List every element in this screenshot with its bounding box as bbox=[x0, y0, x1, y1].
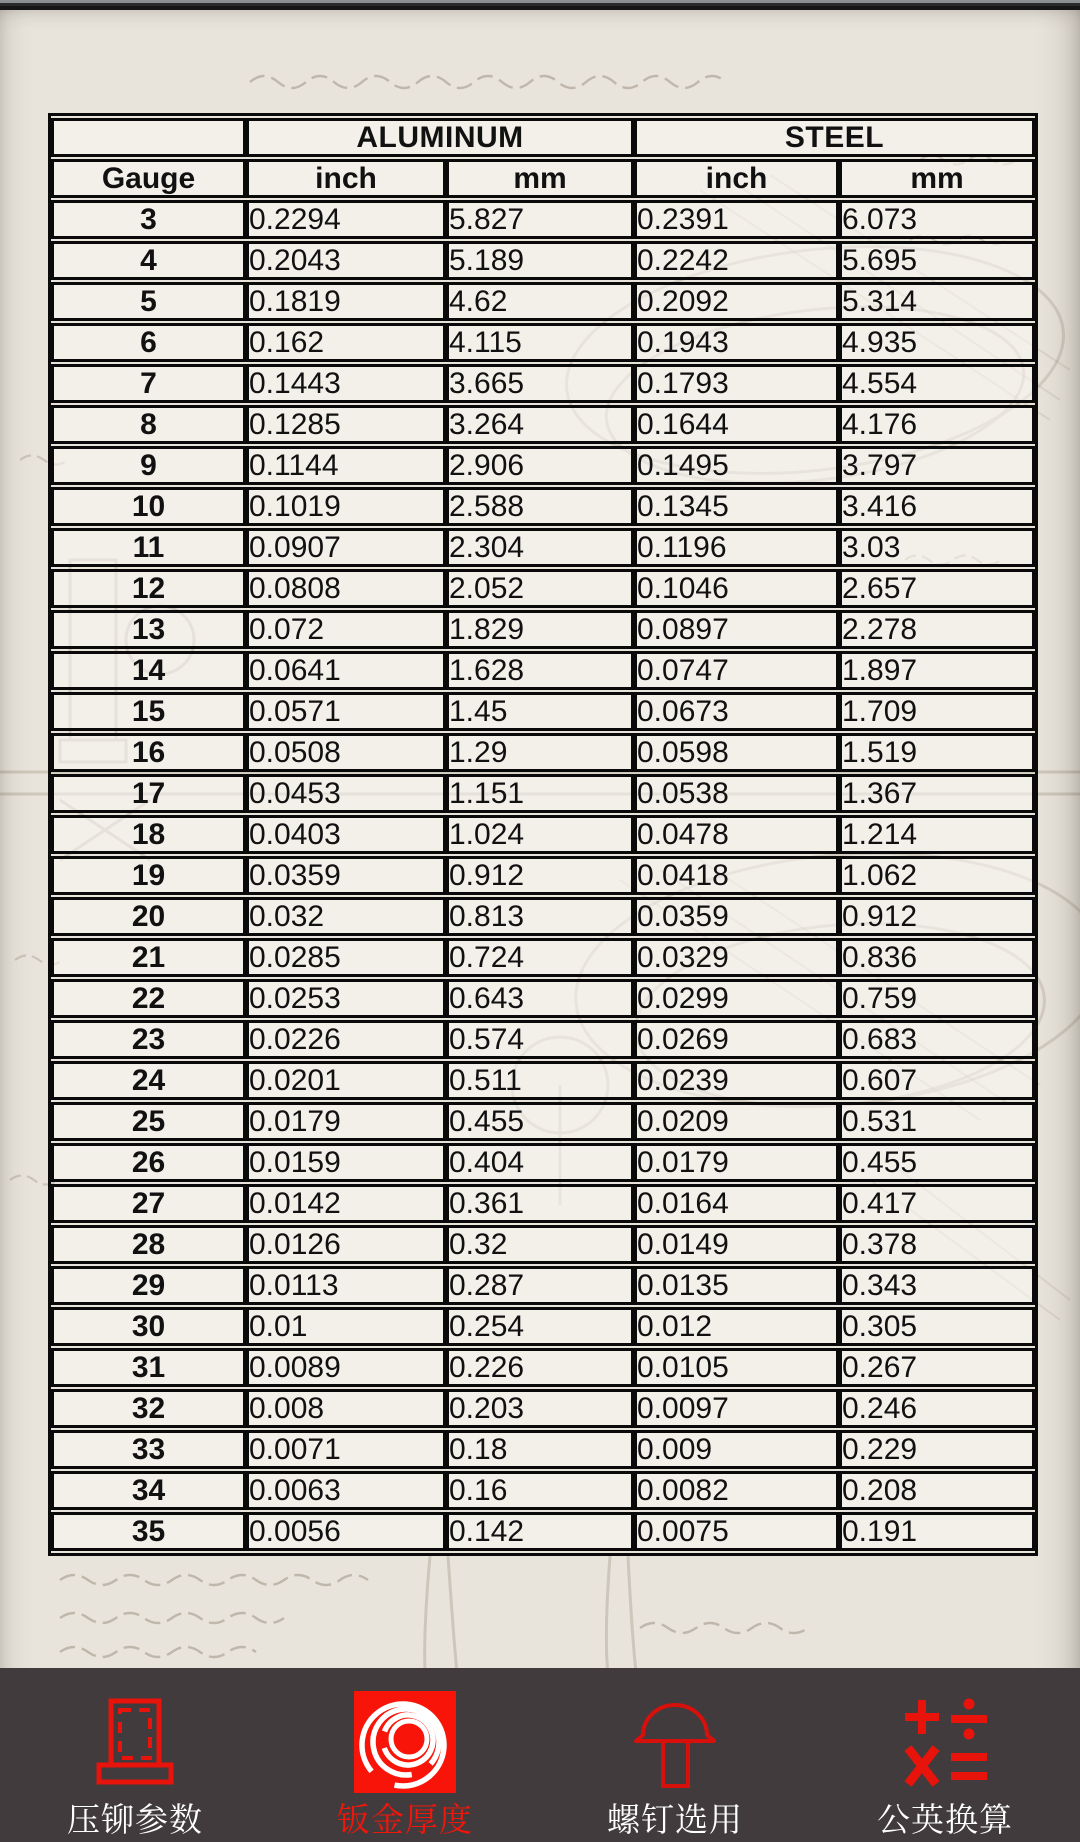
aluminum-inch-cell: 0.072 bbox=[246, 610, 446, 649]
aluminum-mm-cell: 0.18 bbox=[446, 1430, 634, 1469]
table-row bbox=[51, 405, 1035, 444]
aluminum-inch-cell: 0.0253 bbox=[246, 979, 446, 1018]
steel-mm-cell: 1.214 bbox=[839, 815, 1035, 854]
gauge-cell: 27 bbox=[51, 1184, 246, 1223]
steel-mm-cell: 1.709 bbox=[839, 692, 1035, 731]
table-row bbox=[51, 1184, 1035, 1223]
table-row bbox=[51, 610, 1035, 649]
table-row bbox=[51, 364, 1035, 403]
table-row bbox=[51, 569, 1035, 608]
aluminum-mm-cell: 0.912 bbox=[446, 856, 634, 895]
steel-mm-cell: 5.695 bbox=[839, 241, 1035, 280]
aluminum-inch-cell: 0.0159 bbox=[246, 1143, 446, 1182]
aluminum-inch-cell: 0.0226 bbox=[246, 1020, 446, 1059]
gauge-cell: 13 bbox=[51, 610, 246, 649]
steel-mm-cell: 0.208 bbox=[839, 1471, 1035, 1510]
gauge-cell: 19 bbox=[51, 856, 246, 895]
nav-item-screw-selection[interactable] bbox=[540, 1668, 810, 1842]
table-row bbox=[51, 979, 1035, 1018]
gauge-cell: 14 bbox=[51, 651, 246, 690]
steel-mm-cell: 6.073 bbox=[839, 200, 1035, 239]
steel-mm-cell: 0.267 bbox=[839, 1348, 1035, 1387]
steel-inch-cell: 0.0164 bbox=[634, 1184, 839, 1223]
aluminum-inch-cell: 0.0201 bbox=[246, 1061, 446, 1100]
steel-inch-cell: 0.0299 bbox=[634, 979, 839, 1018]
steel-inch-cell: 0.0598 bbox=[634, 733, 839, 772]
steel-mm-cell: 0.191 bbox=[839, 1512, 1035, 1551]
steel-inch-cell: 0.012 bbox=[634, 1307, 839, 1346]
steel-mm-cell: 0.912 bbox=[839, 897, 1035, 936]
gauge-cell: 24 bbox=[51, 1061, 246, 1100]
aluminum-mm-cell: 0.142 bbox=[446, 1512, 634, 1551]
aluminum-inch-cell: 0.0508 bbox=[246, 733, 446, 772]
steel-inch-cell: 0.0075 bbox=[634, 1512, 839, 1551]
gauge-table bbox=[48, 113, 1038, 1556]
table-row bbox=[51, 282, 1035, 321]
steel-inch-cell: 0.2092 bbox=[634, 282, 839, 321]
aluminum-inch-cell: 0.0179 bbox=[246, 1102, 446, 1141]
gauge-cell: 34 bbox=[51, 1471, 246, 1510]
aluminum-inch-cell: 0.0142 bbox=[246, 1184, 446, 1223]
steel-inch-cell: 0.0105 bbox=[634, 1348, 839, 1387]
steel-mm-cell: 1.367 bbox=[839, 774, 1035, 813]
status-bar bbox=[0, 0, 1080, 10]
aluminum-mm-cell: 0.724 bbox=[446, 938, 634, 977]
corner-cell bbox=[51, 118, 246, 157]
steel-mm-cell: 0.246 bbox=[839, 1389, 1035, 1428]
aluminum-inch-cell: 0.1819 bbox=[246, 282, 446, 321]
steel-inch-cell: 0.1046 bbox=[634, 569, 839, 608]
gauge-cell: 10 bbox=[51, 487, 246, 526]
gauge-cell: 29 bbox=[51, 1266, 246, 1305]
aluminum-inch-cell: 0.1019 bbox=[246, 487, 446, 526]
steel-mm-cell: 1.062 bbox=[839, 856, 1035, 895]
group-header-row bbox=[51, 118, 1035, 157]
table-row bbox=[51, 1143, 1035, 1182]
steel-inch-cell: 0.0747 bbox=[634, 651, 839, 690]
gauge-table-body bbox=[51, 200, 1035, 1551]
nav-item-rivet-parameters[interactable] bbox=[0, 1668, 270, 1842]
steel-mm-cell: 1.897 bbox=[839, 651, 1035, 690]
aluminum-mm-cell: 0.361 bbox=[446, 1184, 634, 1223]
table-row bbox=[51, 1225, 1035, 1264]
steel-mm-cell: 2.657 bbox=[839, 569, 1035, 608]
steel-inch-cell: 0.0135 bbox=[634, 1266, 839, 1305]
aluminum-inch-cell: 0.0126 bbox=[246, 1225, 446, 1264]
screw-icon bbox=[633, 1690, 717, 1794]
aluminum-inch-cell: 0.0641 bbox=[246, 651, 446, 690]
table-row bbox=[51, 1512, 1035, 1551]
gauge-cell: 35 bbox=[51, 1512, 246, 1551]
gauge-cell: 16 bbox=[51, 733, 246, 772]
steel-mm-cell: 0.305 bbox=[839, 1307, 1035, 1346]
aluminum-inch-cell: 0.0808 bbox=[246, 569, 446, 608]
table-row bbox=[51, 815, 1035, 854]
nav-item-label: 压铆参数 bbox=[67, 1801, 203, 1838]
bottom-nav bbox=[0, 1668, 1080, 1842]
aluminum-mm-cell: 1.024 bbox=[446, 815, 634, 854]
table-row bbox=[51, 200, 1035, 239]
steel-inch-cell: 0.0269 bbox=[634, 1020, 839, 1059]
steel-mm-cell: 5.314 bbox=[839, 282, 1035, 321]
aluminum-inch-cell: 0.0285 bbox=[246, 938, 446, 977]
aluminum-inch-cell: 0.032 bbox=[246, 897, 446, 936]
aluminum-inch-cell: 0.01 bbox=[246, 1307, 446, 1346]
table-row bbox=[51, 733, 1035, 772]
steel-inch-cell: 0.2242 bbox=[634, 241, 839, 280]
steel-inch-cell: 0.009 bbox=[634, 1430, 839, 1469]
aluminum-inch-column-header: inch bbox=[246, 159, 446, 198]
gauge-cell: 32 bbox=[51, 1389, 246, 1428]
steel-mm-cell: 0.683 bbox=[839, 1020, 1035, 1059]
aluminum-mm-cell: 2.906 bbox=[446, 446, 634, 485]
steel-inch-cell: 0.1345 bbox=[634, 487, 839, 526]
table-row bbox=[51, 323, 1035, 362]
aluminum-mm-cell: 5.189 bbox=[446, 241, 634, 280]
column-header-row bbox=[51, 159, 1035, 198]
aluminum-mm-cell: 4.62 bbox=[446, 282, 634, 321]
gauge-cell: 7 bbox=[51, 364, 246, 403]
steel-mm-cell: 0.759 bbox=[839, 979, 1035, 1018]
aluminum-inch-cell: 0.0359 bbox=[246, 856, 446, 895]
aluminum-mm-cell: 5.827 bbox=[446, 200, 634, 239]
aluminum-inch-cell: 0.0071 bbox=[246, 1430, 446, 1469]
table-row bbox=[51, 938, 1035, 977]
steel-mm-cell: 0.836 bbox=[839, 938, 1035, 977]
steel-inch-cell: 0.1943 bbox=[634, 323, 839, 362]
aluminum-mm-cell: 0.32 bbox=[446, 1225, 634, 1264]
table-row bbox=[51, 1471, 1035, 1510]
table-row bbox=[51, 1307, 1035, 1346]
table-row bbox=[51, 1348, 1035, 1387]
steel-inch-cell: 0.0082 bbox=[634, 1471, 839, 1510]
steel-mm-cell: 4.935 bbox=[839, 323, 1035, 362]
nav-item-unit-conversion[interactable] bbox=[810, 1668, 1080, 1842]
steel-mm-cell: 4.176 bbox=[839, 405, 1035, 444]
aluminum-mm-cell: 0.574 bbox=[446, 1020, 634, 1059]
steel-mm-cell: 0.531 bbox=[839, 1102, 1035, 1141]
steel-inch-column-header: inch bbox=[634, 159, 839, 198]
steel-mm-cell: 4.554 bbox=[839, 364, 1035, 403]
gauge-cell: 11 bbox=[51, 528, 246, 567]
table-row bbox=[51, 487, 1035, 526]
table-row bbox=[51, 1389, 1035, 1428]
aluminum-mm-cell: 0.254 bbox=[446, 1307, 634, 1346]
gauge-cell: 23 bbox=[51, 1020, 246, 1059]
table-row bbox=[51, 446, 1035, 485]
table-row bbox=[51, 774, 1035, 813]
gauge-cell: 5 bbox=[51, 282, 246, 321]
steel-inch-cell: 0.2391 bbox=[634, 200, 839, 239]
table-row bbox=[51, 241, 1035, 280]
aluminum-inch-cell: 0.1144 bbox=[246, 446, 446, 485]
aluminum-inch-cell: 0.0403 bbox=[246, 815, 446, 854]
steel-mm-cell: 0.455 bbox=[839, 1143, 1035, 1182]
table-row bbox=[51, 1266, 1035, 1305]
gauge-cell: 30 bbox=[51, 1307, 246, 1346]
gauge-column-header: Gauge bbox=[51, 159, 246, 198]
aluminum-mm-cell: 0.511 bbox=[446, 1061, 634, 1100]
gauge-cell: 6 bbox=[51, 323, 246, 362]
gauge-cell: 20 bbox=[51, 897, 246, 936]
aluminum-inch-cell: 0.2043 bbox=[246, 241, 446, 280]
steel-mm-cell: 0.417 bbox=[839, 1184, 1035, 1223]
aluminum-mm-cell: 3.665 bbox=[446, 364, 634, 403]
aluminum-inch-cell: 0.0056 bbox=[246, 1512, 446, 1551]
steel-inch-cell: 0.0478 bbox=[634, 815, 839, 854]
aluminum-mm-cell: 0.643 bbox=[446, 979, 634, 1018]
aluminum-mm-cell: 0.813 bbox=[446, 897, 634, 936]
aluminum-mm-cell: 3.264 bbox=[446, 405, 634, 444]
aluminum-mm-cell: 4.115 bbox=[446, 323, 634, 362]
steel-mm-cell: 0.229 bbox=[839, 1430, 1035, 1469]
aluminum-group-header: ALUMINUM bbox=[246, 118, 634, 157]
steel-inch-cell: 0.1196 bbox=[634, 528, 839, 567]
steel-mm-cell: 1.519 bbox=[839, 733, 1035, 772]
aluminum-mm-cell: 0.287 bbox=[446, 1266, 634, 1305]
table-row bbox=[51, 856, 1035, 895]
steel-mm-cell: 0.343 bbox=[839, 1266, 1035, 1305]
steel-inch-cell: 0.0149 bbox=[634, 1225, 839, 1264]
gauge-cell: 15 bbox=[51, 692, 246, 731]
gauge-cell: 12 bbox=[51, 569, 246, 608]
steel-inch-cell: 0.0209 bbox=[634, 1102, 839, 1141]
aluminum-mm-cell: 0.455 bbox=[446, 1102, 634, 1141]
table-row bbox=[51, 1020, 1035, 1059]
steel-mm-column-header: mm bbox=[839, 159, 1035, 198]
gauge-cell: 31 bbox=[51, 1348, 246, 1387]
aluminum-inch-cell: 0.1443 bbox=[246, 364, 446, 403]
aluminum-inch-cell: 0.0453 bbox=[246, 774, 446, 813]
steel-mm-cell: 0.607 bbox=[839, 1061, 1035, 1100]
nav-item-label: 公英换算 bbox=[877, 1801, 1013, 1838]
aluminum-inch-cell: 0.0571 bbox=[246, 692, 446, 731]
aluminum-mm-column-header: mm bbox=[446, 159, 634, 198]
rivet-standoff-icon bbox=[96, 1690, 174, 1794]
steel-mm-cell: 3.03 bbox=[839, 528, 1035, 567]
aluminum-mm-cell: 0.16 bbox=[446, 1471, 634, 1510]
aluminum-mm-cell: 2.588 bbox=[446, 487, 634, 526]
gauge-cell: 33 bbox=[51, 1430, 246, 1469]
aluminum-mm-cell: 0.404 bbox=[446, 1143, 634, 1182]
gauge-cell: 17 bbox=[51, 774, 246, 813]
aluminum-inch-cell: 0.0113 bbox=[246, 1266, 446, 1305]
steel-inch-cell: 0.0538 bbox=[634, 774, 839, 813]
table-row bbox=[51, 1061, 1035, 1100]
gauge-cell: 21 bbox=[51, 938, 246, 977]
aluminum-inch-cell: 0.008 bbox=[246, 1389, 446, 1428]
steel-mm-cell: 3.416 bbox=[839, 487, 1035, 526]
steel-inch-cell: 0.0359 bbox=[634, 897, 839, 936]
table-row bbox=[51, 1102, 1035, 1141]
table-row bbox=[51, 651, 1035, 690]
steel-inch-cell: 0.0418 bbox=[634, 856, 839, 895]
gauge-cell: 4 bbox=[51, 241, 246, 280]
aluminum-inch-cell: 0.0063 bbox=[246, 1471, 446, 1510]
gauge-table-container bbox=[48, 113, 1032, 1556]
aluminum-mm-cell: 1.829 bbox=[446, 610, 634, 649]
table-row bbox=[51, 692, 1035, 731]
steel-inch-cell: 0.0897 bbox=[634, 610, 839, 649]
gauge-cell: 3 bbox=[51, 200, 246, 239]
steel-mm-cell: 2.278 bbox=[839, 610, 1035, 649]
steel-inch-cell: 0.0097 bbox=[634, 1389, 839, 1428]
steel-mm-cell: 0.378 bbox=[839, 1225, 1035, 1264]
steel-inch-cell: 0.0673 bbox=[634, 692, 839, 731]
nav-item-sheet-metal-thickness[interactable] bbox=[270, 1668, 540, 1842]
steel-inch-cell: 0.1495 bbox=[634, 446, 839, 485]
aluminum-mm-cell: 1.151 bbox=[446, 774, 634, 813]
table-row bbox=[51, 1430, 1035, 1469]
aluminum-inch-cell: 0.0907 bbox=[246, 528, 446, 567]
table-row bbox=[51, 897, 1035, 936]
steel-group-header: STEEL bbox=[634, 118, 1035, 157]
gauge-cell: 18 bbox=[51, 815, 246, 854]
aluminum-inch-cell: 0.0089 bbox=[246, 1348, 446, 1387]
gauge-cell: 25 bbox=[51, 1102, 246, 1141]
table-row bbox=[51, 528, 1035, 567]
aluminum-mm-cell: 0.226 bbox=[446, 1348, 634, 1387]
gauge-cell: 8 bbox=[51, 405, 246, 444]
gauge-cell: 22 bbox=[51, 979, 246, 1018]
steel-inch-cell: 0.0329 bbox=[634, 938, 839, 977]
steel-mm-cell: 3.797 bbox=[839, 446, 1035, 485]
aluminum-inch-cell: 0.2294 bbox=[246, 200, 446, 239]
sheet-metal-coil-icon bbox=[354, 1690, 456, 1794]
aluminum-mm-cell: 1.29 bbox=[446, 733, 634, 772]
aluminum-inch-cell: 0.162 bbox=[246, 323, 446, 362]
gauge-cell: 9 bbox=[51, 446, 246, 485]
aluminum-mm-cell: 1.45 bbox=[446, 692, 634, 731]
gauge-cell: 26 bbox=[51, 1143, 246, 1182]
nav-item-label: 螺钉选用 bbox=[607, 1801, 743, 1838]
steel-inch-cell: 0.0239 bbox=[634, 1061, 839, 1100]
unit-conversion-icon bbox=[899, 1690, 991, 1794]
aluminum-mm-cell: 2.304 bbox=[446, 528, 634, 567]
gauge-cell: 28 bbox=[51, 1225, 246, 1264]
aluminum-mm-cell: 0.203 bbox=[446, 1389, 634, 1428]
aluminum-mm-cell: 2.052 bbox=[446, 569, 634, 608]
steel-inch-cell: 0.1644 bbox=[634, 405, 839, 444]
aluminum-inch-cell: 0.1285 bbox=[246, 405, 446, 444]
steel-inch-cell: 0.1793 bbox=[634, 364, 839, 403]
steel-inch-cell: 0.0179 bbox=[634, 1143, 839, 1182]
nav-item-label: 钣金厚度 bbox=[337, 1801, 473, 1838]
aluminum-mm-cell: 1.628 bbox=[446, 651, 634, 690]
